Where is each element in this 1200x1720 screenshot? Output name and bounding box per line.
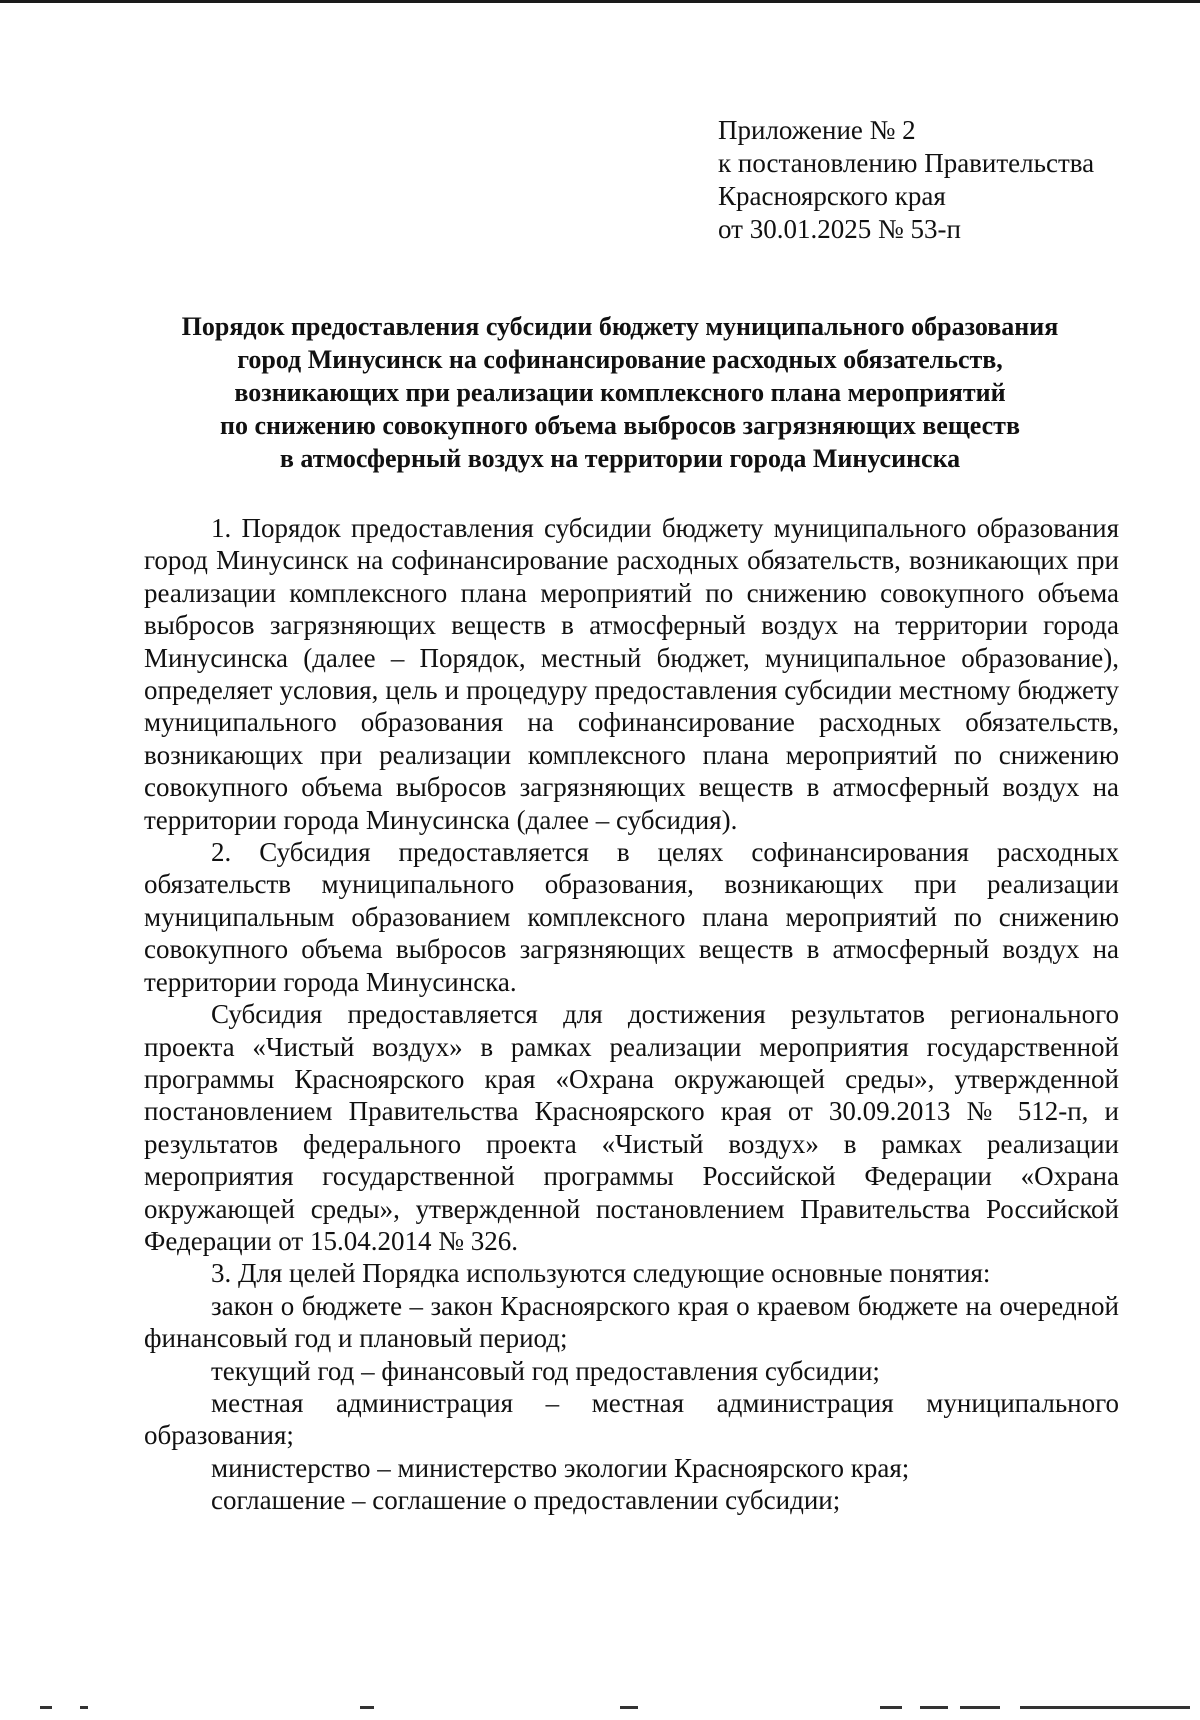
scan-mark (920, 1706, 948, 1709)
appendix-line: к постановлению Правительства (718, 148, 1095, 178)
scan-mark (80, 1706, 88, 1709)
title-line: по снижению совокупного объема выбросов загрязняющих веществ (220, 411, 1020, 440)
title-line: Порядок предоставления субсидии бюджету муниципального образования (181, 312, 1059, 341)
scan-mark (40, 1706, 52, 1709)
scan-top-edge (0, 0, 1200, 3)
paragraph: местная администрация – местная администрация муниципального образования; (144, 1387, 1119, 1451)
paragraph: текущий год – финансовый год предоставления субсидии; (211, 1355, 880, 1386)
scan-bottom-marks (0, 1706, 1200, 1712)
title-line: возникающих при реализации комплексного плана мероприятий (234, 378, 1006, 407)
title-line: в атмосферный воздух на территории города Минусинска (279, 444, 961, 473)
scan-mark (880, 1706, 902, 1709)
appendix-line: от 30.01.2025 № 53-п (718, 214, 961, 244)
scan-mark (960, 1706, 1000, 1709)
scan-mark (620, 1706, 638, 1709)
paragraph: закон о бюджете – закон Красноярского края о краевом бюджете на очередной финансовый год и плановый период; (144, 1290, 1119, 1354)
appendix-line: Приложение № 2 (718, 115, 916, 145)
document-title (140, 310, 1100, 475)
scan-mark (1020, 1706, 1190, 1709)
paragraph: соглашение – соглашение о предоставлении субсидии; (211, 1485, 841, 1516)
appendix-block (718, 114, 1094, 246)
paragraph: 2. Субсидия предоставляется в целях софинансирования расходных обязательств муниципального образования, возникающих при реализации муниципальным образованием комплексного плана мероприятий по снижению совокупного объема выбросов загрязняющих веществ в атмосферный воздух на территории города Минусинска. (144, 837, 1119, 997)
title-line: город Минусинск на софинансирование расходных обязательств, (237, 345, 1003, 374)
appendix-line: Красноярского края (718, 181, 946, 211)
scan-mark (360, 1706, 374, 1709)
paragraph: министерство – министерство экологии Красноярского края; (211, 1452, 910, 1483)
paragraph: 3. Для целей Порядка используются следующие основные понятия: (211, 1258, 991, 1289)
paragraph: Субсидия предоставляется для достижения результатов регионального проекта «Чистый воздух» в рамках реализации мероприятия государственной программы Красноярского края «Охрана окружающей среды», утвержденной постановлением Правительства Красноярского края от 30.09.2013 № 512-п, и результатов федерального проекта «Чистый воздух» в рамках реализации мероприятия государственной программы Российской Федерации «Охрана окружающей среды», утвержденной постановлением Правительства Российской Федерации от 15.04.2014 № 326. (144, 999, 1119, 1256)
document-body (144, 512, 1119, 1517)
paragraph: 1. Порядок предоставления субсидии бюджету муниципального образования город Минусинск на софинансирование расходных обязательств, возникающих при реализации комплексного плана мероприятий по снижению совокупного объема выбросов загрязняющих веществ в атмосферный воздух на территории города Минусинска (далее – Порядок, местный бюджет, муниципальное образование), определяет условия, цель и процедуру предоставления субсидии местному бюджету муниципального образования на софинансирование расходных обязательств, возникающих при реализации комплексного плана мероприятий по снижению совокупного объема выбросов загрязняющих веществ в атмосферный воздух на территории города Минусинска (далее – субсидия). (144, 513, 1119, 835)
